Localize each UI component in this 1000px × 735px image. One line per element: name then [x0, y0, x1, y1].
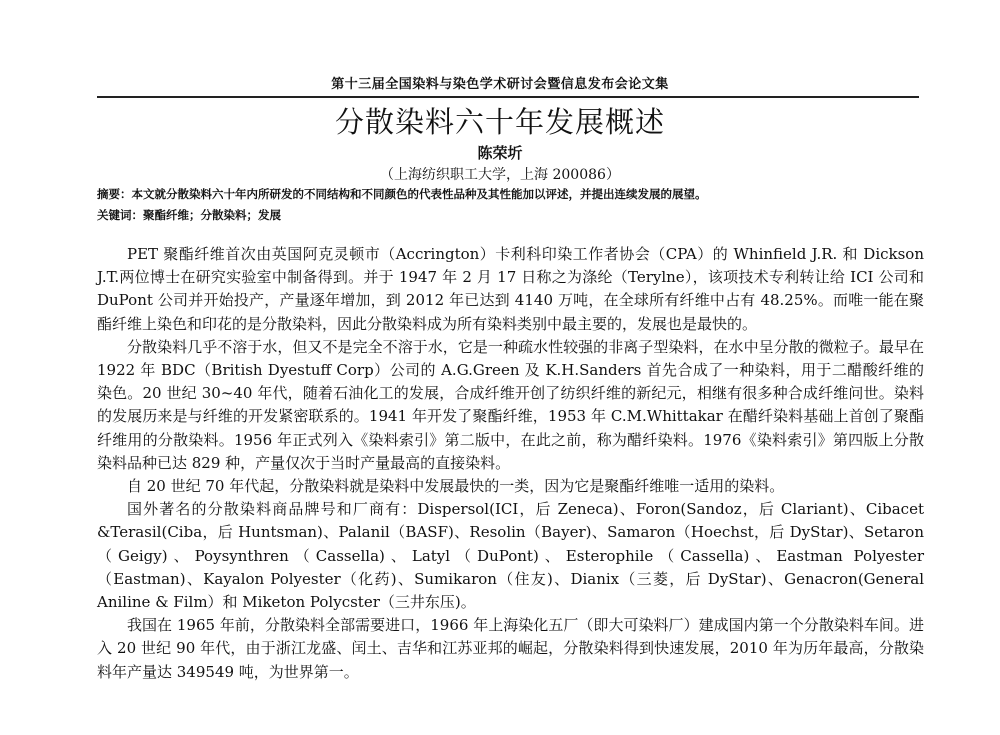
keywords: 关键词：聚酯纤维；分散染料；发展	[97, 208, 281, 222]
body-paragraph: 自 20 世纪 70 年代起，分散染料就是染料中发展最快的一类，因为它是聚酯纤维唯一适用的染料。	[127, 477, 785, 496]
author-name: 陈荣圻	[477, 144, 523, 162]
author-affiliation: （上海纺织职工大学，上海 200086）	[380, 167, 620, 183]
body-paragraph: 我国在 1965 年前，分散染料全部需要进口，1966 年上海染化五厂（即大可染料厂）建成国内第一个分散染料车间。进入 20 世纪 90 年代，由于浙江龙盛、闰土、吉华和江苏亚邦的崛起，分散染料得到快速发展，2010 年为历年最高，分散染料年产量达 349549 吨，为世界第一。	[97, 616, 924, 681]
body-text	[97, 243, 924, 684]
body-paragraph: 国外著名的分散染料商品牌号和厂商有：Dispersol(ICI，后 Zeneca)、Foron(Sandoz，后 Clariant)、Cibacet &Terasil(Ciba，后 Huntsman)、Palanil（BASF)、Resolin（Bayer)、Samaron（Hoechst，后 DyStar)、Setaron（Geigy)、Poysynthren（Cassella)、Latyl（DuPont)、Esterophile（Cassella)、Eastman Polyester（Eastman)、Kayalon Polyester（化药)、Sumikaron（住友)、Dianix（三菱，后 DyStar)、Genacron(General Aniline & Film）和 Miketon Polycster（三井东压)。	[97, 500, 924, 612]
running-header: 第十三届全国染料与染色学术研讨会暨信息发布会论文集	[331, 77, 669, 92]
body-paragraph: PET 聚酯纤维首次由英国阿克灵顿市（Accrington）卡利科印染工作者协会（CPA）的 Whinfield J.R. 和 Dickson J.T.两位博士在研究实验室中制备得到。并于 1947 年 2 月 17 日称之为涤纶（Terylne），该项技术专利转让给 ICI 公司和 DuPont 公司并开始投产，产量逐年增加，到 2012 年已达到 4140 万吨，在全球所有纤维中占有 48.25%。而唯一能在聚酯纤维上染色和印花的是分散染料，因此分散染料成为所有染料类别中最主要的，发展也是最快的。	[97, 245, 924, 333]
paper-title: 分散染料六十年发展概述	[334, 105, 665, 139]
abstract: 摘要：本文就分散染料六十年内所研发的不同结构和不同颜色的代表性品种及其性能加以评述，并提出连续发展的展望。	[97, 187, 707, 201]
body-paragraph: 分散染料几乎不溶于水，但又不是完全不溶于水，它是一种疏水性较强的非离子型染料，在水中呈分散的微粒子。最早在 1922 年 BDC（British Dyestuff Corp）公司的 A.G.Green 及 K.H.Sanders 首先合成了一种染料，用于二醋酸纤维的染色。20 世纪 30~40 年代，随着石油化工的发展，合成纤维开创了纺织纤维的新纪元，相继有很多种合成纤维问世。染料的发展历来是与纤维的开发紧密联系的。1941 年开发了聚酯纤维，1953 年 C.M.Whittakar 在醋纤染料基础上首创了聚酯纤维用的分散染料。1956 年正式列入《染料索引》第二版中，在此之前，称为醋纤染料。1976《染料索引》第四版上分散染料品种已达 829 种，产量仅次于当时产量最高的直接染料。	[97, 337, 924, 472]
header-rule	[97, 96, 919, 98]
